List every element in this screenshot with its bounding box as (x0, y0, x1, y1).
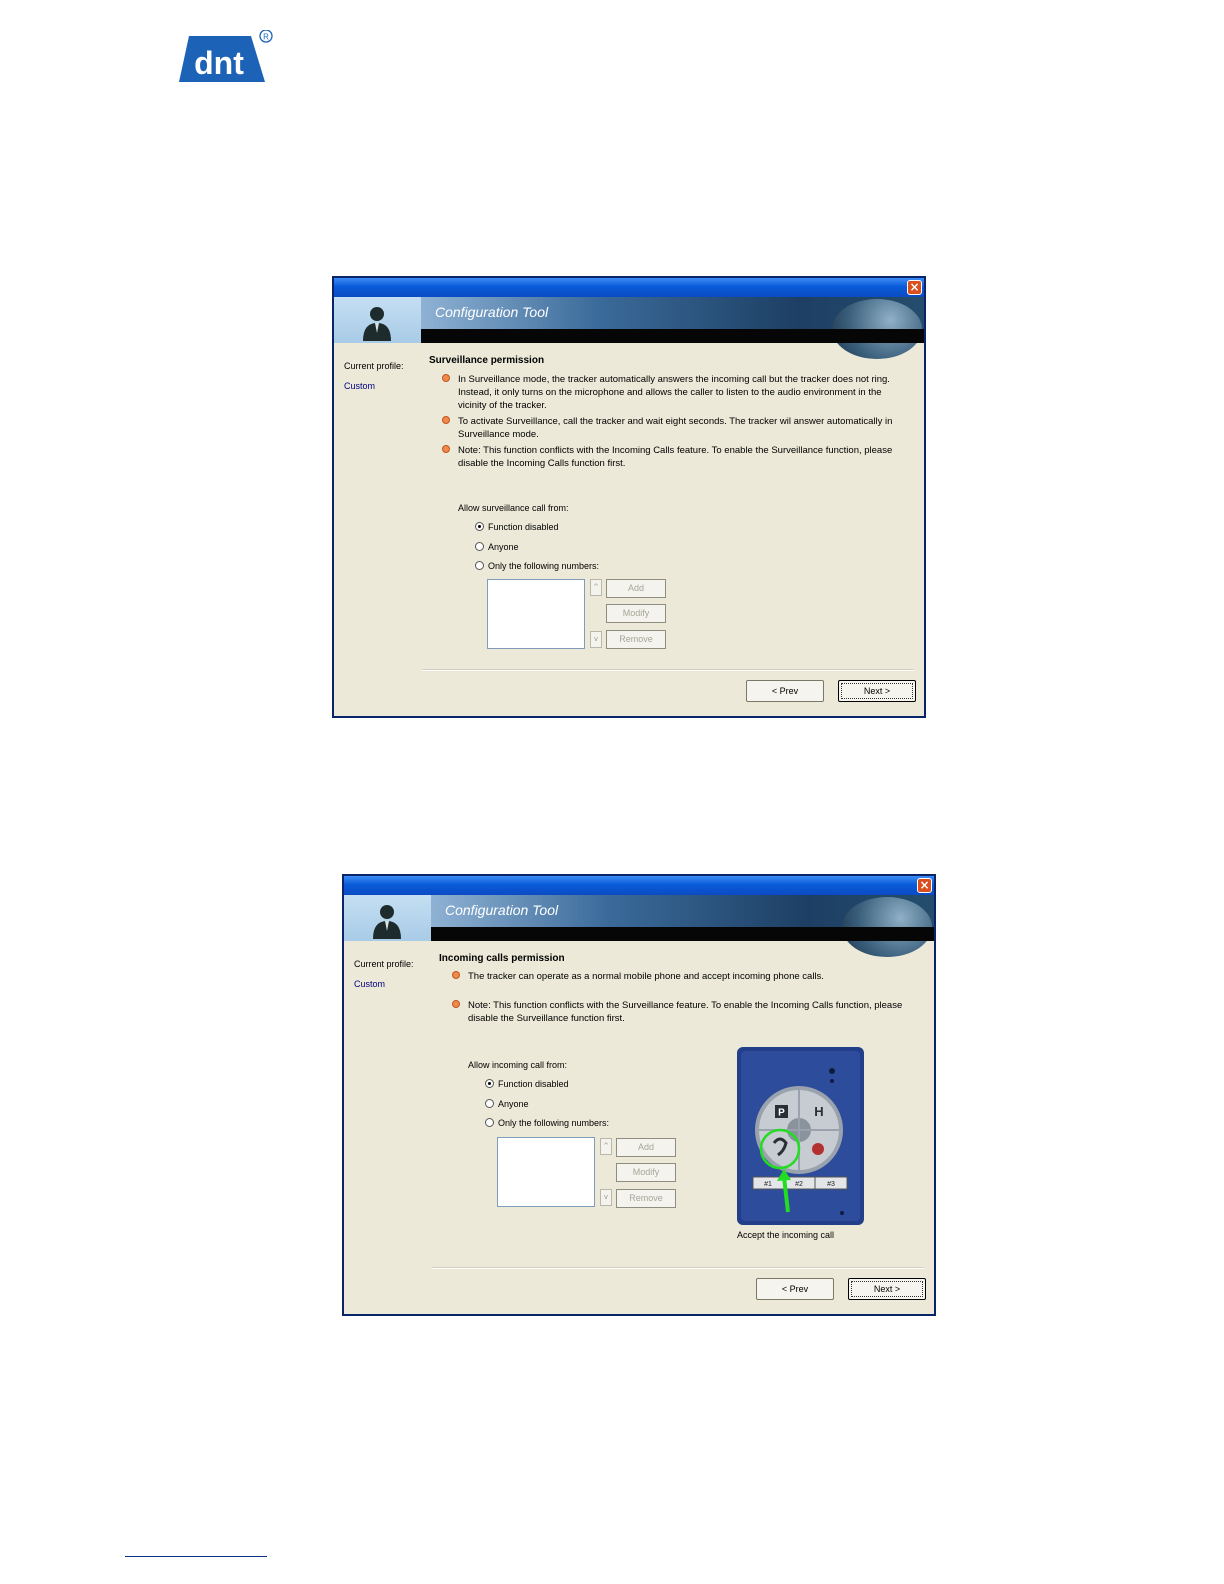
modify-button[interactable]: Modify (616, 1163, 676, 1182)
info-bullet (468, 999, 908, 1025)
current-profile-value: Custom (354, 979, 386, 989)
radio-dot[interactable] (485, 1079, 494, 1088)
banner-strip (421, 329, 924, 343)
move-down-button[interactable]: v (600, 1189, 612, 1206)
separator (422, 669, 914, 671)
config-tool-window-surveillance (332, 276, 926, 718)
remove-button[interactable]: Remove (616, 1189, 676, 1208)
bullet-icon (442, 416, 450, 424)
section-title: Incoming calls permission (439, 953, 565, 964)
next-button[interactable]: Next > (848, 1278, 926, 1300)
p-key-label: P (778, 1107, 785, 1119)
move-down-button[interactable]: v (590, 631, 602, 648)
allow-label: Allow incoming call from: (468, 1060, 568, 1070)
logo-text: dnt (194, 45, 244, 81)
radio-anyone[interactable]: Anyone (485, 1099, 529, 1109)
key-2-label: #2 (795, 1181, 803, 1188)
radio-dot[interactable] (485, 1099, 494, 1108)
next-button[interactable]: Next > (838, 680, 916, 702)
footer-rule (125, 1556, 267, 1557)
bullet-icon (452, 1000, 460, 1008)
banner-title: Configuration Tool (435, 304, 549, 320)
bullet-text: Note: This function conflicts with the Surveillance feature. To enable the Incoming Calls function, please disable the Surveillance function first. (468, 1000, 903, 1024)
info-bullet (468, 970, 908, 983)
h-key-label: H (814, 1104, 824, 1119)
radio-dot[interactable] (475, 542, 484, 551)
bullet-text: The tracker can operate as a normal mobile phone and accept incoming phone calls. (468, 971, 824, 982)
profile-avatar (344, 895, 431, 941)
numbers-listbox[interactable] (487, 579, 585, 649)
radio-anyone[interactable]: Anyone (475, 542, 519, 552)
user-icon (369, 901, 405, 939)
bullet-text: To activate Surveillance, call the tracker and wait eight seconds. The tracker wil answer automatically in Surveillance mode. (458, 416, 893, 440)
current-profile-label: Current profile: (344, 361, 404, 371)
profile-avatar (334, 297, 421, 343)
registered-mark: R (263, 32, 269, 42)
current-profile-label: Current profile: (354, 959, 414, 969)
close-button[interactable]: × (917, 878, 932, 893)
banner-strip (431, 927, 934, 941)
title-bar (334, 278, 924, 297)
bullet-text: Note: This function conflicts with the Incoming Calls feature. To enable the Surveillance function, please disable the Incoming Calls function first. (458, 445, 893, 469)
remove-button[interactable]: Remove (606, 630, 666, 649)
prev-button[interactable]: < Prev (756, 1278, 834, 1300)
info-bullet (458, 373, 898, 412)
banner-title: Configuration Tool (445, 902, 559, 918)
radio-dot[interactable] (475, 561, 484, 570)
radio-only-numbers[interactable]: Only the following numbers: (485, 1118, 609, 1128)
bullet-text: In Surveillance mode, the tracker automatically answers the incoming call but the tracker does not ring. Instead, it only turns on the microphone and allows the caller to listen to the audio environment in the vicinity of the tracker. (458, 374, 890, 411)
allow-label: Allow surveillance call from: (458, 503, 569, 513)
title-bar (344, 876, 934, 895)
close-button[interactable]: × (907, 280, 922, 295)
bullet-icon (452, 971, 460, 979)
config-tool-window-incoming-calls (342, 874, 936, 1316)
dnt-logo (179, 30, 275, 86)
header-banner (421, 297, 924, 329)
user-icon (359, 303, 395, 341)
current-profile-value: Custom (344, 381, 376, 391)
add-button[interactable]: Add (616, 1138, 676, 1157)
key-3-label: #3 (827, 1181, 835, 1188)
tracker-device-image (737, 1047, 864, 1225)
header-banner (431, 895, 934, 927)
radio-function-disabled[interactable]: Function disabled (475, 522, 559, 532)
move-up-button[interactable]: ^ (590, 579, 602, 596)
modify-button[interactable]: Modify (606, 604, 666, 623)
bullet-icon (442, 445, 450, 453)
radio-dot[interactable] (485, 1118, 494, 1127)
radio-dot[interactable] (475, 522, 484, 531)
key-1-label: #1 (764, 1181, 772, 1188)
prev-button[interactable]: < Prev (746, 680, 824, 702)
info-bullet (458, 415, 898, 441)
bullet-icon (442, 374, 450, 382)
add-button[interactable]: Add (606, 579, 666, 598)
radio-function-disabled[interactable]: Function disabled (485, 1079, 569, 1089)
move-up-button[interactable]: ^ (600, 1138, 612, 1155)
section-title: Surveillance permission (429, 355, 545, 366)
numbers-listbox[interactable] (497, 1137, 595, 1207)
device-caption: Accept the incoming call (737, 1230, 835, 1240)
radio-only-numbers[interactable]: Only the following numbers: (475, 561, 599, 571)
separator (432, 1267, 924, 1269)
info-bullet (458, 444, 898, 470)
